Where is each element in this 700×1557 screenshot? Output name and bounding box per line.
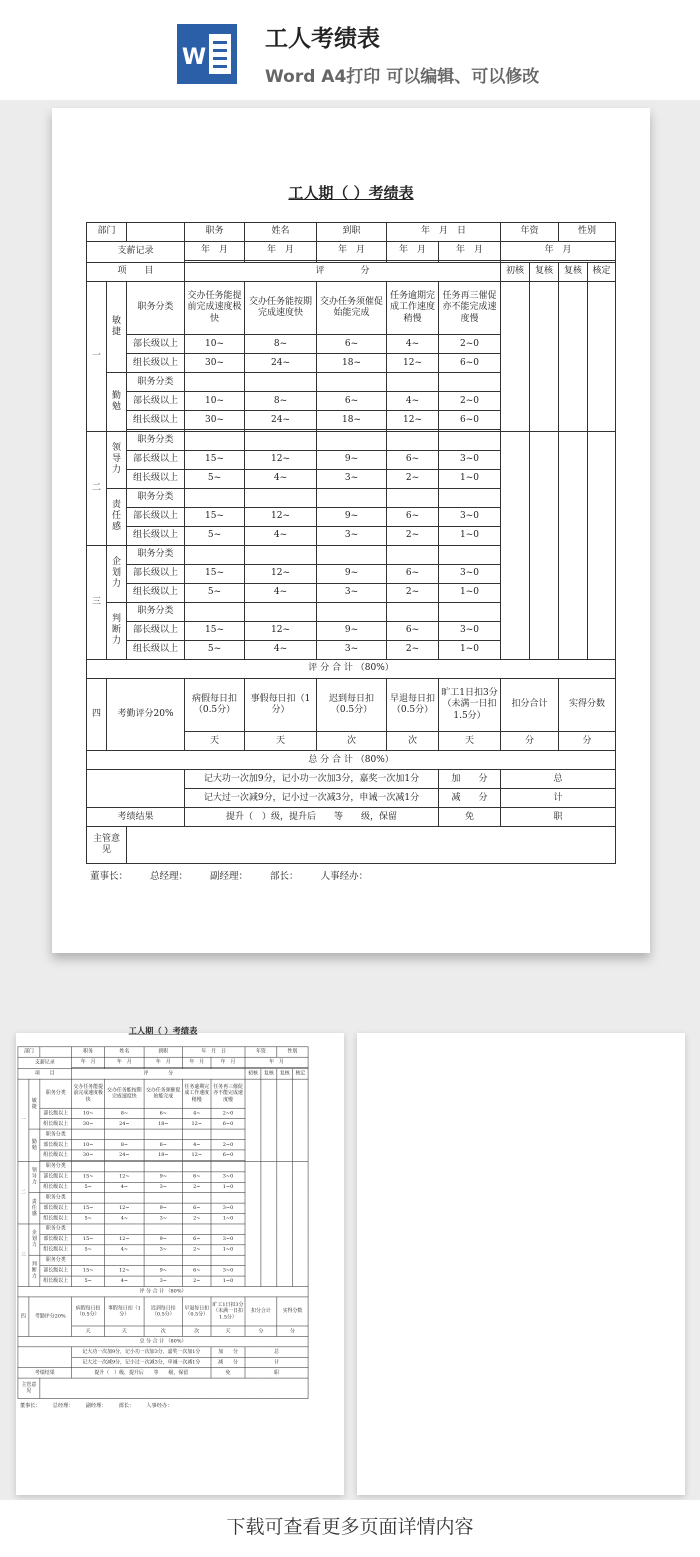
signature-line: 董事长： 总经理： 副经理： 部长： 人事经办： — [90, 871, 369, 882]
form-row-salary: 支薪记录 年 月 年 月 年 月 年 月 年 月 年 月 — [87, 241, 616, 260]
opinion-row: 主管意见 — [87, 827, 616, 864]
thumb-table-row: 勤勉 职务分类 — [18, 1129, 308, 1139]
subtotal-row: 评 分 合 计 （80%） — [87, 659, 616, 678]
svg-text:W: W — [181, 45, 207, 70]
thumb-signature-line: 董事长： 总经理： 副经理： 部长： 人事经办： — [19, 1402, 173, 1409]
app-subtitle: Word A4打印 可以编辑、可以修改 — [265, 67, 540, 87]
table-row: 一 敏捷 职务分类 交办任务能提前完成速度极快 交办任务能按期完成速度快 交办任务须催促始能完成 任务逾期完成工作速度稍慢 任务再三催促亦不能完成速度慢 — [87, 281, 616, 335]
attendance-units-row: 天 天 次 次 天 分 分 — [87, 732, 616, 751]
page-thumbnail-2[interactable] — [357, 1033, 685, 1495]
table-row: 部长级以上 10~ 8~ 6~ 4~ 2~0 — [87, 392, 616, 411]
thumb-form-row-salary: 支薪记录 年 月 年 月 年 月 年 月 年 月 年 月 — [18, 1057, 308, 1067]
table-row: 组长级以上 30~ 24~ 18~ 12~ 6~0 — [87, 354, 616, 373]
thumb-total-row: 总 分 合 计 （80%） — [18, 1337, 308, 1347]
thumb-demerit-row: 记大过一次减9分，记小过一次减3分，申诫一次减1分 减 分 计 — [18, 1357, 308, 1367]
form-row-basic: 部门 职务 姓名 到职 年 月 日 年资 性别 — [87, 223, 616, 242]
demerit-row: 记大过一次减9分，记小过一次减3分，申诫一次减1分 减 分 计 — [87, 789, 616, 808]
thumb-result-row: 考绩结果 提升（ ）级，提升后 等 级，保留 免 职 — [18, 1368, 308, 1378]
table-row: 部长级以上 15~ 12~ 9~ 6~ 3~0 — [87, 450, 616, 469]
table-row: 组长级以上 5~ 4~ 3~ 2~ 1~0 — [87, 526, 616, 545]
thumb-table-row: 部长级以上 10~ 8~ 6~ 4~ 2~0 — [18, 1140, 308, 1150]
thumb-table-row: 一 敏捷 职务分类 交办任务能提前完成速度极快 交办任务能按期完成速度快 交办任务须催促始能完成 任务逾期完成工作速度稍慢 任务再三催促亦不能完成速度慢 — [18, 1079, 308, 1109]
thumb-table-row: 组长级以上 5~ 4~ 3~ 2~ 1~0 — [18, 1182, 308, 1192]
thumb-table-row: 二 领导力 职务分类 — [18, 1161, 308, 1171]
app-title: 工人考绩表 — [265, 26, 380, 52]
document-title: 工人期（ ）考绩表 — [288, 184, 414, 202]
table-row: 部长级以上 10~ 8~ 6~ 4~ 2~0 — [87, 335, 616, 354]
thumb-table-row: 责任感 职务分类 — [18, 1193, 308, 1203]
thumb-table-row: 组长级以上 30~ 24~ 18~ 12~ 6~0 — [18, 1119, 308, 1129]
thumb-table-row: 部长级以上 15~ 12~ 9~ 6~ 3~0 — [18, 1265, 308, 1275]
thumb-appraisal-form-table — [18, 1047, 309, 1399]
thumb-opinion-row: 主管意见 — [18, 1378, 308, 1398]
document-page-preview — [52, 108, 650, 953]
thumb-table-row: 组长级以上 30~ 24~ 18~ 12~ 6~0 — [18, 1150, 308, 1160]
table-row: 判断力 职务分类 — [87, 602, 616, 621]
table-row: 组长级以上 5~ 4~ 3~ 2~ 1~0 — [87, 469, 616, 488]
table-row: 组长级以上 30~ 24~ 18~ 12~ 6~0 — [87, 411, 616, 430]
appraisal-form-table — [86, 222, 616, 864]
download-more-text[interactable]: 下载可查看更多页面详情内容 — [226, 1516, 474, 1538]
thumb-form-row-basic: 部门 职务 姓名 到职 年 月 日 年资 性别 — [18, 1047, 308, 1057]
thumb-attendance-units-row: 天 天 次 次 天 分 分 — [18, 1326, 308, 1336]
thumb-table-row: 部长级以上 15~ 12~ 9~ 6~ 3~0 — [18, 1172, 308, 1182]
thumb-table-row: 组长级以上 5~ 4~ 3~ 2~ 1~0 — [18, 1213, 308, 1223]
table-row: 部长级以上 15~ 12~ 9~ 6~ 3~0 — [87, 564, 616, 583]
thumb-table-row: 组长级以上 5~ 4~ 3~ 2~ 1~0 — [18, 1276, 308, 1286]
thumb-table-row: 三 企划力 职务分类 — [18, 1224, 308, 1234]
thumb-table-row: 部长级以上 15~ 12~ 9~ 6~ 3~0 — [18, 1203, 308, 1213]
result-row: 考绩结果 提升（ ）级，提升后 等 级，保留 免 职 — [87, 808, 616, 827]
thumbnail-content — [0, 984, 327, 1447]
table-row: 部长级以上 15~ 12~ 9~ 6~ 3~0 — [87, 621, 616, 640]
merit-row: 记大功一次加9分，记小功一次加3分，嘉奖一次加1分 加 分 总 — [87, 770, 616, 789]
thumb-table-row: 判断力 职务分类 — [18, 1255, 308, 1265]
table-row: 三 企划力 职务分类 — [87, 545, 616, 564]
table-row: 责任感 职务分类 — [87, 488, 616, 507]
table-row: 部长级以上 15~ 12~ 9~ 6~ 3~0 — [87, 507, 616, 526]
table-row: 二 领导力 职务分类 — [87, 431, 616, 450]
total-row: 总 分 合 计 （80%） — [87, 751, 616, 770]
thumb-attendance-row: 四 考勤评分20% 病假每日扣（0.5分） 事假每日扣（1分） 迟到每日扣（0.5分） 早退每日扣（0.5分） 旷工1日扣3分（未满一日扣1.5分） 扣分合计 实得分数 — [18, 1297, 308, 1327]
thumb-merit-row: 记大功一次加9分，记小功一次加3分，嘉奖一次加1分 加 分 总 — [18, 1347, 308, 1357]
header-bar — [0, 0, 700, 100]
thumb-table-row: 部长级以上 15~ 12~ 9~ 6~ 3~0 — [18, 1234, 308, 1244]
thumb-document-title: 工人期（ ）考绩表 — [128, 1025, 198, 1036]
thumb-table-row: 部长级以上 10~ 8~ 6~ 4~ 2~0 — [18, 1108, 308, 1118]
thumb-table-row: 组长级以上 5~ 4~ 3~ 2~ 1~0 — [18, 1245, 308, 1255]
page-thumbnail-1[interactable] — [16, 1025, 344, 1495]
thumb-subtotal-row: 评 分 合 计 （80%） — [18, 1286, 308, 1296]
thumb-form-row-header: 项 目 评 分 初核 复核 复核 核定 — [18, 1068, 308, 1078]
word-document-icon — [175, 22, 239, 86]
table-row: 勤勉 职务分类 — [87, 373, 616, 392]
table-row: 组长级以上 5~ 4~ 3~ 2~ 1~0 — [87, 640, 616, 659]
table-row: 组长级以上 5~ 4~ 3~ 2~ 1~0 — [87, 583, 616, 602]
attendance-row: 四 考勤评分20% 病假每日扣（0.5分） 事假每日扣（1分） 迟到每日扣（0.5分） 早退每日扣（0.5分） 旷工1日扣3分（未满一日扣1.5分） 扣分合计 实得分数 — [87, 678, 616, 732]
form-row-header: 项 目 评 分 初核 复核 复核 核定 — [87, 262, 616, 281]
